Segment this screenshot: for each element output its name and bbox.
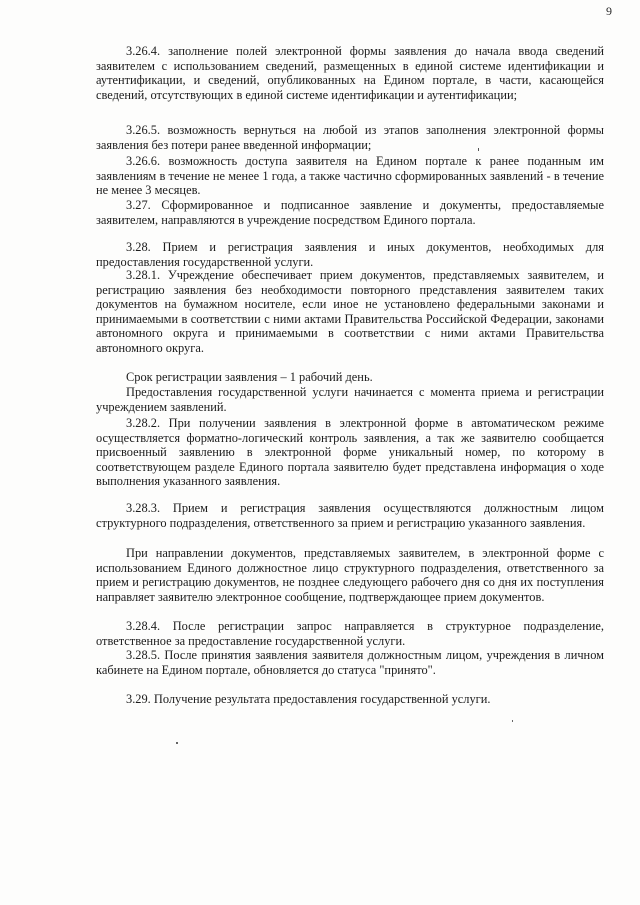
paragraph-3-29: 3.29. Получение результата предоставления государственной услуги. <box>126 692 491 706</box>
paragraph-3-26-6: 3.26.6. возможность доступа заявителя на Едином портале к ранее поданным им заявлениям в течение не менее 1 года, а также частично сформированных заявлений - в течение не менее 3 месяцев. <box>96 154 604 198</box>
scan-speck <box>478 148 479 151</box>
paragraph-3-26-5: 3.26.5. возможность вернуться на любой из этапов заполнения электронной формы заявления без потери ранее введенной информации; <box>96 123 604 152</box>
paragraph-3-26-4: 3.26.4. заполнение полей электронной формы заявления до начала ввода сведений заявителем с использованием сведений, размещенных в единой системе идентификации и аутентификации, и сведений, опубликованных на Едином портале, в части, касающейся сведений, отсутствующих в единой системе идентификации и аутентификации; <box>96 44 604 102</box>
paragraph-registration-term: Срок регистрации заявления – 1 рабочий день. <box>126 370 373 384</box>
paragraph-3-27: 3.27. Сформированное и подписанное заявление и документы, предоставляемые заявителем, направляются в учреждение посредством Единого портала. <box>96 198 604 227</box>
scan-speck <box>512 720 513 722</box>
paragraph-3-28-2: 3.28.2. При получении заявления в электронной форме в автоматическом режиме осуществляется форматно-логический контроль заявления, а так же заявителю сообщается присвоенный заявлению в электронной форме уникальный номер, по которому в соответствующем разделе Единого портала заявителю будет представлена информация о ходе выполнения указанного заявления. <box>96 416 604 489</box>
paragraph-3-28-1: 3.28.1. Учреждение обеспечивает прием документов, представляемых заявителем, и регистрацию заявления без необходимости повторного представления заявителем таких документов на бумажном носителе, если иное не установлено федеральными законами и принимаемыми в соответствии с ними актами Правительства Российской Федерации, законами автономного округа и принимаемыми в соответствии с ними актами Правительства автономного округа. <box>96 268 604 355</box>
paragraph-3-28-5: 3.28.5. После принятия заявления заявителя должностным лицом, учреждения в личном кабинете на Едином портале, обновляется до статуса "принято". <box>96 648 604 677</box>
paragraph-service-start: Предоставления государственной услуги начинается с момента приема и регистрации учреждением заявлений. <box>96 385 604 414</box>
paragraph-3-28: 3.28. Прием и регистрация заявления и иных документов, необходимых для предоставления государственной услуги. <box>96 240 604 269</box>
paragraph-3-28-3: 3.28.3. Прием и регистрация заявления осуществляются должностным лицом структурного подразделения, ответственного за прием и регистрацию указанного заявления. <box>96 501 604 530</box>
paragraph-electronic-submission: При направлении документов, представляемых заявителем, в электронной форме с использованием Единого должностное лицо структурного подразделения, ответственного за прием и регистрацию документов, не позднее следующего рабочего дня со дня их поступления направляет заявителю электронное сообщение, подтверждающее прием документов. <box>96 546 604 604</box>
page-number: 9 <box>606 4 612 18</box>
paragraph-3-28-4: 3.28.4. После регистрации запрос направляется в структурное подразделение, ответственное за предоставление государственной услуги. <box>96 619 604 648</box>
scan-speck <box>176 742 178 744</box>
